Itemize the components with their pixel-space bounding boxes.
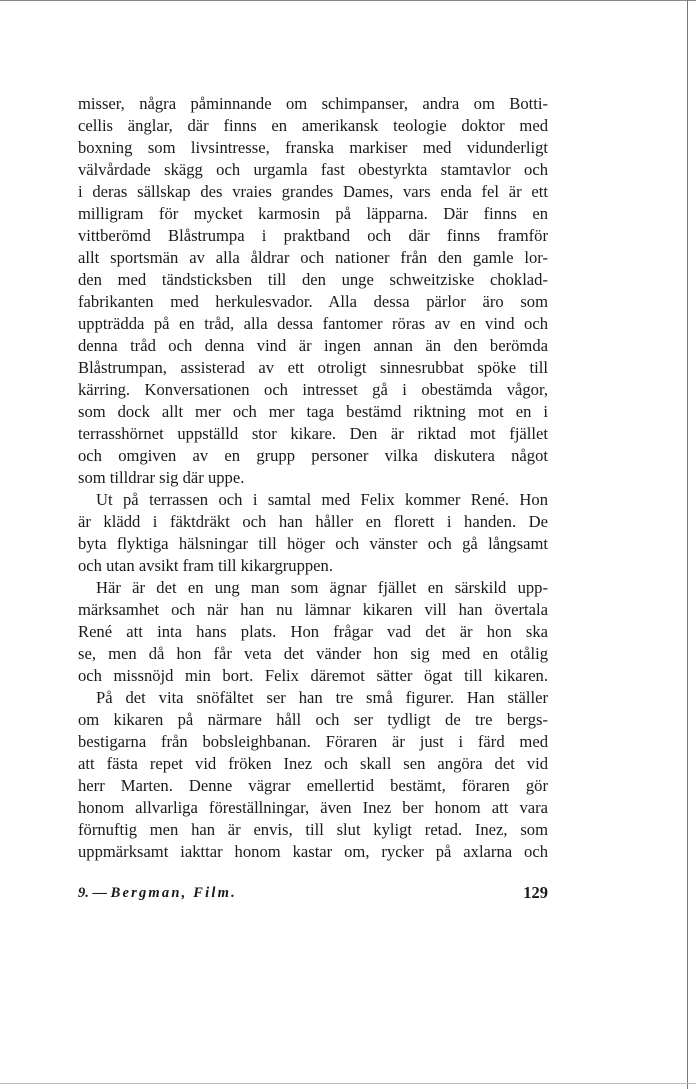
text-line: På det vita snöfältet ser han tre små figurer. Han ställer [96, 688, 548, 707]
page-footer [78, 881, 548, 905]
signature-number: 9. — [78, 885, 107, 901]
text-line: välvårdade skägg och urgamla fast obestyrkta stamtavlor och [78, 160, 548, 179]
text-line: denna tråd och denna vind är ingen annan än den berömda [78, 336, 548, 355]
text-line: milligram för mycket karmosin på läpparna. Där finns en [78, 204, 548, 223]
text-line: honom allvarliga föreställningar, även Inez ber honom att vara [78, 798, 548, 817]
text-line: fabrikanten med herkulesvador. Alla dessa pärlor äro som [78, 292, 548, 311]
text-line: boxning som livsintresse, franska markiser med vidunderligt [78, 138, 548, 157]
text-line: i deras sällskap des vraies grandes Dames, vars enda fel är ett [78, 182, 548, 201]
text-line: och utan avsikt fram till kikargruppen. [78, 556, 333, 575]
text-line: uppmärksamt iakttar honom kastar om, rycker på axlarna och [78, 842, 548, 861]
page-number: 129 [523, 883, 548, 902]
top-scan-edge [0, 0, 696, 1]
right-scan-edge [687, 0, 688, 1089]
body-text [78, 93, 548, 863]
text-line: vittberömd Blåstrumpa i praktband och där finns framför [78, 226, 548, 245]
signature-text: Bergman, Film. [110, 885, 237, 901]
text-line: som tilldrar sig där uppe. [78, 468, 245, 487]
text-line: byta flyktiga hälsningar till höger och vänster och gå långsamt [78, 534, 548, 553]
text-line: och omgiven av en grupp personer vilka diskutera något [78, 446, 548, 465]
text-line: märksamhet och när han nu lämnar kikaren vill han övertala [78, 600, 548, 619]
bottom-scan-edge [0, 1083, 696, 1084]
text-line: kärring. Konversationen och intresset gå i obestämda vågor, [78, 380, 548, 399]
signature-mark [78, 881, 237, 905]
text-line: den med tändsticksben till den unge schweitziske choklad- [78, 270, 548, 289]
text-line: uppträdda på en tråd, alla dessa fantomer röras av en vind och [78, 314, 548, 333]
text-line: cellis änglar, där finns en amerikansk teologie doktor med [78, 116, 548, 135]
text-line: allt sportsmän av alla åldrar och nationer från den gamle lor- [78, 248, 548, 267]
text-line: är klädd i fäktdräkt och han håller en florett i handen. De [78, 512, 548, 531]
text-line: bestigarna från bobsleighbanan. Föraren är just i färd med [78, 732, 548, 751]
text-line: misser, några påminnande om schimpanser, andra om Botti- [78, 94, 548, 113]
text-line: Här är det en ung man som ägnar fjället en särskild upp- [96, 578, 548, 597]
text-line: om kikaren på närmare håll och ser tydligt de tre bergs- [78, 710, 548, 729]
text-line: se, men då hon får veta det vänder hon sig med en otålig [78, 644, 548, 663]
text-line: Blåstrumpan, assisterad av ett otroligt sinnesrubbat spöke till [78, 358, 548, 377]
text-line: herr Marten. Denne vägrar emellertid bestämt, föraren gör [78, 776, 548, 795]
text-line: René att inta hans plats. Hon frågar vad det är hon ska [78, 622, 548, 641]
text-line: Ut på terrassen och i samtal med Felix kommer René. Hon [96, 490, 548, 509]
text-line: att fästa repet vid fröken Inez och skall sen angöra det vid [78, 754, 548, 773]
text-line: och missnöjd min bort. Felix däremot sätter ögat till kikaren. [78, 666, 548, 685]
text-line: terrasshörnet uppställd stor kikare. Den är riktad mot fjället [78, 424, 548, 443]
text-line: förnuftig men han är envis, till slut kyligt retad. Inez, som [78, 820, 548, 839]
text-line: som dock allt mer och mer taga bestämd riktning mot en i [78, 402, 548, 421]
